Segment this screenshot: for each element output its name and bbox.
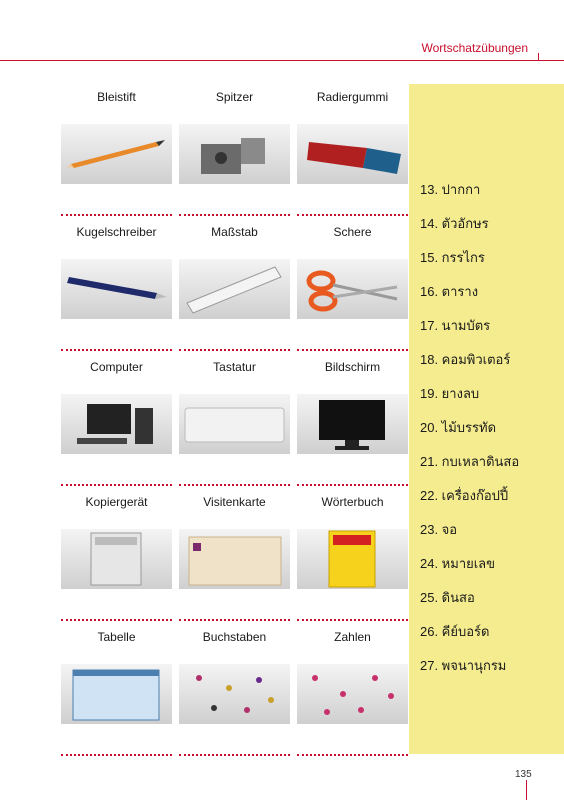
card-schere [297,219,408,339]
card-label: Visitenkarte [203,495,266,509]
dotted-answer-line [179,619,290,621]
dotted-answer-line [297,484,408,486]
letters-image [179,664,290,724]
header-title: Wortschatzübungen [421,41,528,55]
grid-row [61,489,409,624]
card-label: Tabelle [97,630,136,644]
dotted-answer-line [61,214,172,216]
ballpoint-pen-image [61,259,172,319]
vocab-item: 16. ตาราง [420,284,479,299]
eraser-image [297,124,408,184]
vocab-item: 13. ปากกา [420,182,481,197]
card-massstab [179,219,290,339]
grid-row [61,84,409,219]
card-label: Computer [90,360,143,374]
card-label: Kopiergerät [85,495,148,509]
copier-image [61,529,172,589]
card-label: Zahlen [334,630,371,644]
card-visitenkarte [179,489,290,609]
header-rule [0,60,564,61]
picture-grid [61,84,409,759]
card-label: Radiergummi [316,90,389,104]
card-label: Bildschirm [324,360,381,374]
scissors-image [297,259,408,319]
vocab-item: 18. คอมพิวเตอร์ [420,352,511,367]
card-buchstaben [179,624,290,744]
dotted-answer-line [179,484,290,486]
grid-row [61,624,409,759]
sharpener-image [179,124,290,184]
dotted-answer-line [61,349,172,351]
card-spitzer [179,84,290,204]
grid-row [61,354,409,489]
vocab-item: 25. ดินสอ [420,590,475,605]
vocab-item: 27. พจนานุกรม [420,658,507,673]
vocab-item: 21. กบเหลาดินสอ [420,454,520,469]
desktop-computer-image [61,394,172,454]
card-woerterbuch [297,489,408,609]
pencil-image [61,124,172,184]
dotted-answer-line [297,349,408,351]
vocab-item: 24. หมายเลข [420,556,496,571]
vocab-item: 17. นามบัตร [420,318,491,333]
vocab-item: 19. ยางลบ [420,386,480,401]
page-number: 135 [515,769,532,780]
card-computer [61,354,172,474]
keyboard-image [179,394,290,454]
ruler-image [179,259,290,319]
card-kopiergeraet [61,489,172,609]
card-label: Bleistift [97,90,136,104]
card-label: Tastatur [213,360,256,374]
monitor-image [297,394,408,454]
card-label: Kugelschreiber [76,225,157,239]
card-label: Schere [333,225,372,239]
dotted-answer-line [179,214,290,216]
card-bildschirm [297,354,408,474]
card-bleistift [61,84,172,204]
card-radiergummi [297,84,408,204]
grid-row [61,219,409,354]
vocab-item: 14. ตัวอักษร [420,216,489,231]
dotted-answer-line [61,484,172,486]
vocabulary-panel [409,84,564,754]
dotted-answer-line [179,349,290,351]
dictionary-image [297,529,408,589]
card-zahlen [297,624,408,744]
vocab-item: 23. จอ [420,522,458,537]
card-label: Wörterbuch [321,495,384,509]
numbers-image [297,664,408,724]
card-label: Buchstaben [202,630,267,644]
card-tabelle [61,624,172,744]
spreadsheet-image [61,664,172,724]
dotted-answer-line [179,754,290,756]
vocab-item: 20. ไม้บรรทัด [420,420,497,435]
vocab-item: 22. เครื่องก๊อปปี้ [420,488,509,503]
dotted-answer-line [297,619,408,621]
card-label: Spitzer [215,90,254,104]
dotted-answer-line [61,754,172,756]
dotted-answer-line [297,214,408,216]
vocab-item: 15. กรรไกร [420,250,485,265]
card-tastatur [179,354,290,474]
business-card-image [179,529,290,589]
card-label: Maßstab [211,225,258,239]
card-kugelschreiber [61,219,172,339]
vocab-item: 26. คีย์บอร์ด [420,624,490,639]
dotted-answer-line [297,754,408,756]
dotted-answer-line [61,619,172,621]
page-tick [526,780,527,800]
